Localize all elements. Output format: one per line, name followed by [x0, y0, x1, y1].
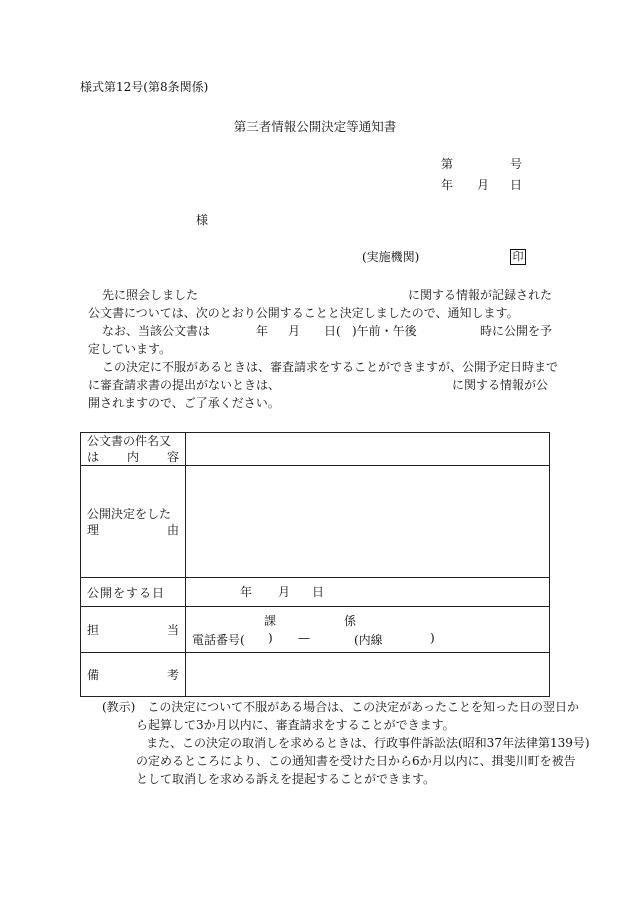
label-remarks-text — [87, 666, 179, 683]
seal-mark — [510, 249, 526, 265]
p2-line1-start: なお、当該公文書は — [102, 324, 211, 338]
p2-month: 月 — [288, 324, 301, 338]
value-reason — [186, 466, 550, 578]
label-disclosure-date — [81, 578, 186, 607]
label-document-title — [81, 433, 186, 466]
body-text — [88, 286, 559, 412]
label-contact — [81, 607, 186, 653]
contact-kakari: 係 — [344, 613, 357, 628]
row-remarks — [81, 653, 550, 697]
contact-ext-close: ) — [430, 630, 435, 645]
contact-ka: 課 — [264, 613, 277, 628]
p2-line2: 定しています。 — [88, 342, 172, 356]
date-day: 日 — [510, 178, 523, 192]
p3-line2-end: に関する情報が公 — [452, 378, 549, 392]
disclosure-day: 日 — [312, 585, 325, 599]
p3-line2-start: に審査請求書の提出がないときは、 — [88, 378, 281, 392]
info-table — [80, 432, 550, 697]
label-reason — [81, 466, 186, 578]
contact-dash: — — [298, 630, 310, 645]
label-disclosure-date-text: 公開をする日 — [87, 585, 166, 600]
label-contact-tan: 担 — [87, 623, 100, 637]
contact-ext-label: (内線 — [354, 632, 383, 647]
label-document-title-l2 — [87, 449, 179, 465]
value-contact — [186, 607, 550, 653]
label-reason-l1: 公開決定をした — [87, 506, 172, 521]
issuer-label: (実施機関) — [362, 250, 420, 264]
contact-tel-close: ) — [268, 630, 273, 645]
form-number-label: 様式第12号(第8条関係) — [80, 80, 209, 94]
p3-line1: この決定に不服があるときは、審査請求をすることができますが、公開予定日時まで — [102, 360, 559, 374]
p3-line3: 開されますので、ご了承ください。 — [88, 396, 280, 410]
label-document-title-ha: は — [87, 450, 100, 464]
value-document-title — [186, 433, 550, 466]
appeal-notice — [102, 698, 590, 788]
doc-number-dai: 第 — [441, 157, 454, 171]
disclosure-year: 年 — [240, 585, 253, 599]
p2-line1-end: 時に公開を予 — [480, 324, 553, 338]
addressee-suffix: 様 — [196, 213, 209, 227]
contact-tel-label: 電話番号( — [192, 632, 245, 647]
row-reason — [81, 466, 550, 578]
p2-year: 年 — [256, 324, 269, 338]
notice-line-4: の定めるところにより、この通知書を受けた日から6か月以内に、揖斐川町を被告 — [136, 754, 576, 768]
date-month: 月 — [477, 178, 490, 192]
p1-line1-end: に関する情報が記録された — [408, 288, 553, 302]
p1-line1-start: 先に照会しました — [102, 288, 199, 302]
label-reason-yu: 由 — [166, 522, 179, 537]
label-document-title-you: 容 — [166, 450, 179, 464]
seal-icon: 印 — [510, 249, 526, 265]
document-title: 第三者情報公開決定等通知書 — [233, 119, 397, 134]
label-contact-text — [87, 621, 179, 638]
value-remarks — [186, 653, 550, 697]
label-reason-ri: 理 — [87, 522, 100, 537]
label-remarks — [81, 653, 186, 697]
value-disclosure-date — [186, 578, 550, 607]
date-year: 年 — [441, 178, 454, 192]
row-document-title — [81, 433, 550, 466]
row-disclosure-date — [81, 578, 550, 607]
doc-number-go: 号 — [510, 157, 523, 171]
label-contact-tou: 当 — [166, 623, 179, 637]
label-remarks-bi: 備 — [87, 668, 100, 682]
notice-line-2: ら起算して3か月以内に、審査請求をすることができます。 — [136, 718, 455, 732]
p2-day: 日( — [324, 324, 341, 338]
notice-line-5: として取消しを求める訴えを提起することができます。 — [136, 772, 436, 786]
row-contact — [81, 607, 550, 653]
disclosure-month: 月 — [278, 585, 291, 599]
label-document-title-nai: 内 — [126, 450, 139, 464]
notice-line-3: また、この決定の取消しを求めるときは、行政事件訴訟法(昭和37年法律第139号) — [146, 736, 590, 750]
label-reason-l2 — [87, 522, 179, 538]
p1-line2: 公文書については、次のとおり公開することと決定しましたので、通知します。 — [88, 306, 519, 320]
label-document-title-l1: 公文書の件名又 — [87, 434, 172, 448]
notice-line-1: (教示) この決定について不服がある場合は、この決定があったことを知った日の翌日か — [102, 700, 580, 714]
label-remarks-kou: 考 — [166, 668, 179, 682]
p2-ampm: )午前・午後 — [352, 324, 417, 338]
